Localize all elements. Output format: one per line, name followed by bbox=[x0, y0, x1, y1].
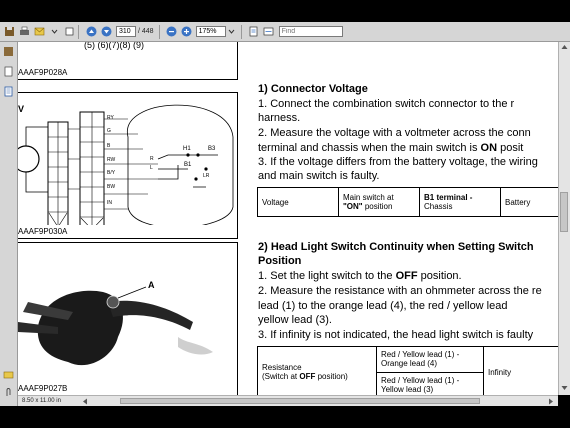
figure-label: AAAF9P028A bbox=[18, 68, 68, 77]
save-icon[interactable] bbox=[3, 26, 15, 38]
section-title: 1) Connector Voltage bbox=[258, 83, 368, 95]
pages-panel-icon[interactable] bbox=[3, 66, 14, 77]
page-size-indicator: 8.50 x 11.00 in bbox=[18, 395, 80, 406]
wire-label: RW bbox=[107, 157, 116, 163]
figure-label: AAAF9P030A bbox=[18, 227, 68, 236]
window-bottom-bar bbox=[0, 406, 570, 428]
chevron-down-icon[interactable] bbox=[48, 26, 60, 38]
instruction-line: 3. If the voltage differs from the battery voltage, the wiring bbox=[258, 156, 538, 168]
figure-border bbox=[237, 92, 238, 239]
zoom-out-icon[interactable] bbox=[166, 26, 178, 38]
zoom-in-icon[interactable] bbox=[181, 26, 193, 38]
instruction-line: 3. If infinity is not indicated, the head light switch is faulty bbox=[258, 329, 534, 341]
scrollbar-thumb[interactable] bbox=[560, 192, 568, 232]
toolbar-divider bbox=[78, 25, 79, 39]
figure-border bbox=[18, 238, 237, 239]
wire-label: BW bbox=[107, 184, 116, 190]
email-icon[interactable] bbox=[33, 26, 45, 38]
table-cell: Red / Yellow lead (1) - Orange lead (4) bbox=[377, 347, 484, 373]
navigation-sidebar bbox=[0, 42, 18, 406]
instruction-line: yellow lead (3). bbox=[258, 314, 332, 326]
scroll-left-icon[interactable] bbox=[82, 398, 88, 405]
print-icon[interactable] bbox=[18, 26, 30, 38]
wire-label: RY bbox=[107, 115, 114, 121]
attachments-icon[interactable] bbox=[3, 387, 14, 398]
instruction-line: terminal and chassis when the main switch is ON posit bbox=[258, 142, 524, 154]
instruction-line: and main switch is faulty. bbox=[258, 170, 380, 182]
bookmarks-icon[interactable] bbox=[3, 86, 14, 97]
table-cell: Resistance (Switch at OFF position) bbox=[258, 347, 377, 396]
table-cell: B1 terminal - Chassis bbox=[420, 188, 501, 217]
toolbar-divider bbox=[159, 25, 160, 39]
comments-icon[interactable] bbox=[3, 370, 14, 381]
previous-page-icon[interactable] bbox=[85, 26, 97, 38]
instruction-line: harness. bbox=[258, 112, 301, 124]
fit-page-icon[interactable] bbox=[248, 26, 260, 38]
figure-border bbox=[18, 79, 237, 80]
zoom-level-field[interactable] bbox=[196, 26, 226, 37]
switch-label: B1 bbox=[184, 162, 192, 168]
hand-tool-icon[interactable] bbox=[3, 46, 14, 57]
figure-callouts: (5) (6)(7)(8) (9) bbox=[84, 42, 144, 50]
document-page bbox=[18, 42, 558, 395]
instruction-line: 1. Set the light switch to the OFF position. bbox=[258, 270, 462, 282]
switch-label: R bbox=[150, 156, 154, 162]
scroll-down-icon[interactable] bbox=[561, 385, 568, 391]
vertical-scrollbar[interactable] bbox=[558, 42, 570, 395]
fit-width-icon[interactable] bbox=[263, 26, 275, 38]
pdf-toolbar bbox=[0, 22, 570, 42]
horizontal-scrollbar[interactable] bbox=[80, 395, 558, 406]
instruction-line: 2. Measure the voltage with a voltmeter across the conn bbox=[258, 127, 531, 139]
instruction-line: 1. Connect the combination switch connector to the r bbox=[258, 98, 515, 110]
window-top-bar bbox=[0, 0, 570, 22]
figure-label: AAAF9P027B bbox=[18, 384, 68, 393]
voltage-table bbox=[257, 187, 558, 217]
figure-border bbox=[237, 42, 238, 80]
select-tool-icon[interactable] bbox=[63, 26, 75, 38]
table-cell: Battery bbox=[501, 188, 559, 217]
table-cell: Infinity bbox=[484, 347, 559, 396]
table-cell: Voltage bbox=[258, 188, 339, 217]
instruction-line: 2. Measure the resistance with an ohmmeter across the re bbox=[258, 285, 542, 297]
wire-label: G bbox=[107, 128, 111, 134]
figure-border bbox=[237, 242, 238, 395]
toolbar-divider bbox=[241, 25, 242, 39]
scroll-right-icon[interactable] bbox=[548, 398, 554, 405]
wiring-diagram bbox=[18, 97, 237, 225]
switch-photo bbox=[18, 272, 237, 382]
page-total: / 448 bbox=[138, 28, 154, 35]
section-title: Position bbox=[258, 255, 302, 267]
figure-callout-a: A bbox=[148, 280, 155, 290]
wire-label: B/Y bbox=[107, 170, 116, 176]
switch-label: L bbox=[150, 165, 153, 171]
switch-label: H1 bbox=[183, 146, 191, 152]
section-title: 2) Head Light Switch Continuity when Setting Switch bbox=[258, 241, 534, 253]
scrollbar-thumb[interactable] bbox=[120, 398, 480, 404]
table-cell: Main switch at "ON" position bbox=[339, 188, 420, 217]
wire-label: IN bbox=[107, 200, 112, 206]
find-input[interactable] bbox=[279, 26, 343, 37]
wire-label: B bbox=[107, 143, 111, 149]
figure-border bbox=[18, 242, 237, 243]
table-cell: Red / Yellow lead (1) - Yellow lead (3) bbox=[377, 372, 484, 395]
switch-label: B3 bbox=[208, 146, 216, 152]
next-page-icon[interactable] bbox=[100, 26, 112, 38]
chevron-down-icon[interactable] bbox=[226, 26, 238, 38]
figure-border bbox=[18, 92, 237, 93]
meter-symbol: V bbox=[18, 104, 25, 114]
resistance-table bbox=[257, 346, 558, 395]
page-number-input[interactable] bbox=[116, 26, 136, 37]
switch-label: LR bbox=[203, 173, 210, 179]
scroll-up-icon[interactable] bbox=[561, 44, 568, 50]
instruction-line: lead (1) to the orange lead (4), the red / yellow lead bbox=[258, 300, 508, 312]
